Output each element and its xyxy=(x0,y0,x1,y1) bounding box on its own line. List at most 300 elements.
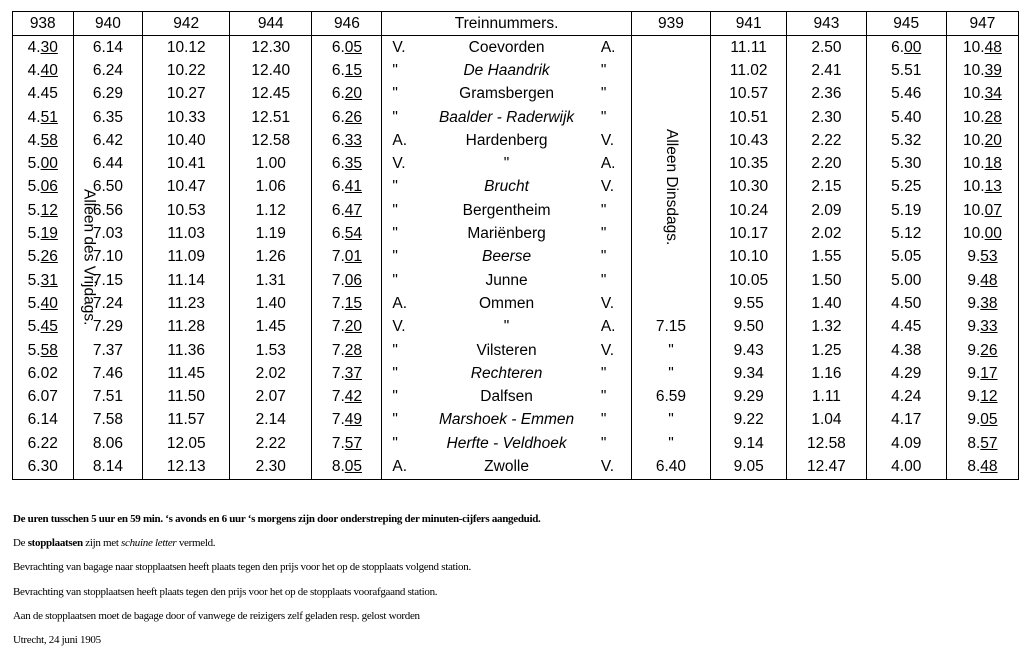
time-t941: 9.50 xyxy=(711,316,787,339)
arr-dep-left: " xyxy=(382,362,416,385)
time-t941: 10.05 xyxy=(711,269,787,292)
time-t944: 1.53 xyxy=(230,339,312,362)
time-t947 xyxy=(946,455,1018,479)
time-t941: 9.05 xyxy=(711,455,787,479)
time-minutes-underlined: 31 xyxy=(40,271,58,289)
table-row xyxy=(13,176,1019,199)
time-t943: 1.32 xyxy=(787,316,866,339)
time-minutes-underlined: 26 xyxy=(344,108,363,126)
time-t940: 8.14 xyxy=(73,455,143,479)
arr-dep-right: A. xyxy=(597,316,631,339)
time-hours: 9. xyxy=(967,364,981,382)
note-text: zijn met xyxy=(82,537,122,550)
time-t942: 11.09 xyxy=(143,246,230,269)
time-t944: 2.14 xyxy=(230,409,312,432)
time-t946 xyxy=(312,36,382,60)
time-hours: 5.30 xyxy=(891,155,922,173)
time-minutes-underlined: 05 xyxy=(344,38,363,56)
time-t947 xyxy=(946,222,1018,245)
train-number-946: 946 xyxy=(312,12,382,36)
time-hours: 4.24 xyxy=(891,388,922,406)
time-t940: 7.24 xyxy=(73,292,143,315)
time-minutes-underlined: 38 xyxy=(980,294,998,312)
time-t943: 2.15 xyxy=(787,176,866,199)
time-minutes-underlined: 58 xyxy=(40,341,58,359)
table-row xyxy=(13,222,1019,245)
time-t940: 7.10 xyxy=(73,246,143,269)
time-minutes-underlined: 19 xyxy=(40,225,58,243)
time-t939: 6.59 xyxy=(631,385,710,408)
time-minutes-underlined: 06 xyxy=(40,178,58,196)
arr-dep-left: " xyxy=(382,59,416,82)
table-row xyxy=(13,199,1019,222)
time-hours: 10. xyxy=(963,131,985,149)
arr-dep-left: " xyxy=(382,176,416,199)
table-row xyxy=(13,36,1019,60)
time-t938 xyxy=(13,362,74,385)
time-t938 xyxy=(13,36,74,60)
time-t938 xyxy=(13,432,74,455)
time-hours: 5.51 xyxy=(891,61,922,79)
table-row xyxy=(13,269,1019,292)
time-t944: 1.00 xyxy=(230,152,312,175)
time-hours: 4.09 xyxy=(891,434,922,452)
time-t943: 12.47 xyxy=(787,455,866,479)
table-row xyxy=(13,432,1019,455)
arr-dep-left: " xyxy=(382,199,416,222)
time-hours: 6.14 xyxy=(27,411,58,429)
header-row xyxy=(13,12,1019,36)
note-baggage-next: Bevrachting van bagage naar stopplaatsen heeft plaats tegen den prijs voor het op de stopplaats volgend station. xyxy=(13,561,471,574)
time-hours: 9. xyxy=(967,341,981,359)
time-t946 xyxy=(312,152,382,175)
time-hours: 4.00 xyxy=(891,457,922,475)
station-name: Coevorden xyxy=(468,38,545,56)
time-t946 xyxy=(312,409,382,432)
time-t940: 7.03 xyxy=(73,222,143,245)
time-t942: 11.57 xyxy=(143,409,230,432)
time-minutes-underlined: 26 xyxy=(40,248,58,266)
time-t940: 6.14 xyxy=(73,36,143,60)
table-row xyxy=(13,129,1019,152)
arr-dep-right: " xyxy=(597,59,631,82)
time-t941: 9.34 xyxy=(711,362,787,385)
time-t944: 12.40 xyxy=(230,59,312,82)
time-t938 xyxy=(13,199,74,222)
time-hours: 5. xyxy=(27,271,41,289)
time-t943: 1.04 xyxy=(787,409,866,432)
station-name: " xyxy=(503,155,510,173)
time-t945 xyxy=(866,129,946,152)
arr-dep-left: " xyxy=(382,246,416,269)
time-minutes-underlined: 13 xyxy=(984,178,1002,196)
station-name: Ommen xyxy=(479,294,535,312)
time-t938 xyxy=(13,83,74,106)
time-t944: 12.45 xyxy=(230,83,312,106)
time-minutes-underlined: 37 xyxy=(344,364,363,382)
station-name: " xyxy=(503,318,510,336)
time-minutes-underlined: 48 xyxy=(980,271,998,289)
time-hours: 6. xyxy=(331,178,345,196)
time-t941: 9.55 xyxy=(711,292,787,315)
time-hours: 9. xyxy=(967,318,981,336)
time-t938 xyxy=(13,59,74,82)
station-name: Bergentheim xyxy=(462,201,551,219)
time-t942: 11.45 xyxy=(143,362,230,385)
train-number-941: 941 xyxy=(711,12,787,36)
time-t942: 10.22 xyxy=(143,59,230,82)
time-t942: 11.50 xyxy=(143,385,230,408)
time-minutes-underlined: 53 xyxy=(980,248,998,266)
time-t942: 10.41 xyxy=(143,152,230,175)
time-t944: 1.19 xyxy=(230,222,312,245)
time-minutes-underlined: 01 xyxy=(344,248,363,266)
time-t939 xyxy=(631,129,710,152)
time-t945 xyxy=(866,362,946,385)
arr-dep-left: A. xyxy=(382,129,416,152)
train-number-943: 943 xyxy=(787,12,866,36)
time-t947 xyxy=(946,409,1018,432)
time-t941: 9.22 xyxy=(711,409,787,432)
note-tuesdays-only-text: Alleen Dinsdags. xyxy=(662,129,680,246)
time-t939 xyxy=(631,59,710,82)
time-minutes-underlined: 15 xyxy=(344,294,363,312)
time-t943: 1.40 xyxy=(787,292,866,315)
time-hours: 6. xyxy=(331,108,345,126)
timetable-body xyxy=(13,36,1019,480)
time-t946 xyxy=(312,362,382,385)
time-t946 xyxy=(312,106,382,129)
time-t943: 2.09 xyxy=(787,199,866,222)
time-t941: 10.10 xyxy=(711,246,787,269)
station-name: Baalder - Raderwijk xyxy=(438,108,575,126)
time-minutes-underlined: 28 xyxy=(344,341,363,359)
time-minutes-underlined: 47 xyxy=(344,201,363,219)
time-t939 xyxy=(631,269,710,292)
time-t938 xyxy=(13,106,74,129)
time-t945 xyxy=(866,222,946,245)
time-minutes-underlined: 18 xyxy=(984,155,1002,173)
time-t939 xyxy=(631,83,710,106)
time-hours: 7. xyxy=(331,434,345,452)
time-hours: 6.02 xyxy=(27,364,58,382)
time-t940: 6.24 xyxy=(73,59,143,82)
time-minutes-underlined: 48 xyxy=(984,38,1002,56)
time-minutes-underlined: 34 xyxy=(984,85,1002,103)
time-hours: 4.29 xyxy=(891,364,922,382)
time-hours: 9. xyxy=(967,294,981,312)
time-minutes-underlined: 42 xyxy=(344,388,363,406)
time-hours: 5.40 xyxy=(891,108,922,126)
time-t941: 10.24 xyxy=(711,199,787,222)
time-hours: 6.22 xyxy=(27,434,58,452)
time-t939: " xyxy=(631,409,710,432)
time-minutes-underlined: 00 xyxy=(40,155,58,173)
station-name: Hardenberg xyxy=(465,131,548,149)
time-hours: 4. xyxy=(27,108,41,126)
time-t939 xyxy=(631,199,710,222)
time-t939 xyxy=(631,36,710,60)
time-minutes-underlined: 07 xyxy=(984,201,1002,219)
time-t947 xyxy=(946,432,1018,455)
arr-dep-left: V. xyxy=(382,316,416,339)
arr-dep-right: V. xyxy=(597,176,631,199)
time-t945 xyxy=(866,152,946,175)
time-hours: 10. xyxy=(963,201,985,219)
time-t940: 7.15 xyxy=(73,269,143,292)
time-t938 xyxy=(13,269,74,292)
time-minutes-underlined: 49 xyxy=(344,411,363,429)
train-number-945: 945 xyxy=(866,12,946,36)
time-t939 xyxy=(631,222,710,245)
time-t943: 1.16 xyxy=(787,362,866,385)
time-t940: 7.46 xyxy=(73,362,143,385)
arr-dep-left: V. xyxy=(382,36,416,60)
time-minutes-underlined: 05 xyxy=(344,457,363,475)
station-name: Rechteren xyxy=(470,364,543,382)
time-hours: 5.05 xyxy=(891,248,922,266)
time-hours: 5. xyxy=(27,341,41,359)
time-t947 xyxy=(946,176,1018,199)
time-t941: 10.51 xyxy=(711,106,787,129)
time-minutes-underlined: 26 xyxy=(980,341,998,359)
time-hours: 5. xyxy=(27,318,41,336)
time-minutes-underlined: 20 xyxy=(344,85,363,103)
time-hours: 10. xyxy=(963,61,985,79)
time-t942: 11.03 xyxy=(143,222,230,245)
time-minutes-underlined: 51 xyxy=(40,108,58,126)
time-t940: 6.29 xyxy=(73,83,143,106)
time-t945 xyxy=(866,432,946,455)
time-t947 xyxy=(946,152,1018,175)
time-hours: 4.45 xyxy=(27,85,58,103)
time-hours: 4.50 xyxy=(891,294,922,312)
time-hours: 10. xyxy=(963,155,985,173)
time-hours: 7. xyxy=(331,364,345,382)
time-hours: 7. xyxy=(331,271,345,289)
time-hours: 5. xyxy=(27,248,41,266)
arr-dep-right: A. xyxy=(597,36,631,60)
time-t940: 7.51 xyxy=(73,385,143,408)
time-t943: 1.25 xyxy=(787,339,866,362)
time-hours: 9. xyxy=(967,411,981,429)
time-hours: 4.45 xyxy=(891,318,922,336)
time-t947 xyxy=(946,292,1018,315)
station-name: Marshoek - Emmen xyxy=(438,411,575,429)
time-minutes-underlined: 00 xyxy=(984,225,1002,243)
time-t941: 9.29 xyxy=(711,385,787,408)
time-t938 xyxy=(13,385,74,408)
time-hours: 5.19 xyxy=(891,201,922,219)
arr-dep-right: V. xyxy=(597,292,631,315)
time-t938 xyxy=(13,152,74,175)
time-t938 xyxy=(13,316,74,339)
time-hours: 5.12 xyxy=(891,225,922,243)
time-t946 xyxy=(312,269,382,292)
time-hours: 5.46 xyxy=(891,85,922,103)
station-name: Herfte - Veldhoek xyxy=(446,434,567,452)
time-hours: 7. xyxy=(331,318,345,336)
time-t938 xyxy=(13,129,74,152)
time-t947 xyxy=(946,106,1018,129)
arr-dep-left: A. xyxy=(382,292,416,315)
time-t938 xyxy=(13,339,74,362)
time-t941: 10.17 xyxy=(711,222,787,245)
arr-dep-left: " xyxy=(382,432,416,455)
arr-dep-right: " xyxy=(597,385,631,408)
time-t947 xyxy=(946,339,1018,362)
time-t945 xyxy=(866,455,946,479)
time-hours: 8. xyxy=(967,457,981,475)
time-minutes-underlined: 00 xyxy=(904,38,922,56)
time-t942: 12.05 xyxy=(143,432,230,455)
time-minutes-underlined: 57 xyxy=(344,434,363,452)
time-t943: 2.36 xyxy=(787,83,866,106)
time-minutes-underlined: 33 xyxy=(344,131,363,149)
time-t938 xyxy=(13,292,74,315)
arr-dep-right: " xyxy=(597,199,631,222)
time-t942: 10.12 xyxy=(143,36,230,60)
time-minutes-underlined: 39 xyxy=(984,61,1002,79)
time-minutes-underlined: 06 xyxy=(344,271,363,289)
arr-dep-right: " xyxy=(597,269,631,292)
time-t944: 1.06 xyxy=(230,176,312,199)
time-t945 xyxy=(866,246,946,269)
time-hours: 6.07 xyxy=(27,388,58,406)
time-t942: 12.13 xyxy=(143,455,230,479)
time-t946 xyxy=(312,129,382,152)
note-baggage-previous: Bevrachting van stopplaatsen heeft plaats tegen den prijs voor het op de stopplaats voorafgaand station. xyxy=(13,585,438,598)
time-t945 xyxy=(866,385,946,408)
time-t946 xyxy=(312,316,382,339)
time-hours: 10. xyxy=(963,108,985,126)
time-hours: 4. xyxy=(27,131,41,149)
station-name: Gramsbergen xyxy=(459,85,554,103)
time-hours: 10. xyxy=(963,225,985,243)
time-hours: 7. xyxy=(331,341,345,359)
time-t944: 2.30 xyxy=(230,455,312,479)
table-row xyxy=(13,339,1019,362)
time-hours: 5. xyxy=(27,155,41,173)
time-t947 xyxy=(946,129,1018,152)
time-t938 xyxy=(13,409,74,432)
arr-dep-left: " xyxy=(382,385,416,408)
time-t941: 9.14 xyxy=(711,432,787,455)
time-t939 xyxy=(631,246,710,269)
time-hours: 10. xyxy=(963,178,985,196)
time-t938 xyxy=(13,455,74,479)
time-minutes-underlined: 20 xyxy=(984,131,1002,149)
time-hours: 6. xyxy=(331,131,345,149)
time-t944: 1.40 xyxy=(230,292,312,315)
time-t940: 7.29 xyxy=(73,316,143,339)
time-t942: 11.23 xyxy=(143,292,230,315)
arr-dep-right: " xyxy=(597,362,631,385)
train-number-942: 942 xyxy=(143,12,230,36)
arr-dep-right: " xyxy=(597,83,631,106)
station-name: Zwolle xyxy=(416,455,597,479)
train-number-947: 947 xyxy=(946,12,1018,36)
time-t944: 2.22 xyxy=(230,432,312,455)
arr-dep-right: V. xyxy=(597,455,631,479)
time-t939: " xyxy=(631,432,710,455)
footnotes xyxy=(13,509,540,654)
time-t942: 10.53 xyxy=(143,199,230,222)
time-hours: 9. xyxy=(967,271,981,289)
time-t943: 1.55 xyxy=(787,246,866,269)
time-t942: 10.47 xyxy=(143,176,230,199)
arr-dep-right: " xyxy=(597,106,631,129)
time-minutes-underlined: 12 xyxy=(40,201,58,219)
time-t938 xyxy=(13,246,74,269)
time-minutes-underlined: 41 xyxy=(344,178,363,196)
time-t939 xyxy=(631,106,710,129)
station-name: Dalfsen xyxy=(480,388,533,406)
time-hours: 5. xyxy=(27,225,41,243)
time-t945 xyxy=(866,316,946,339)
time-t946 xyxy=(312,176,382,199)
time-t943: 2.41 xyxy=(787,59,866,82)
train-number-944: 944 xyxy=(230,12,312,36)
station-name: De Haandrik xyxy=(463,61,550,79)
note-text: vermeld. xyxy=(176,537,216,550)
time-hours: 4. xyxy=(27,61,41,79)
time-hours: 6.30 xyxy=(27,457,58,475)
time-t939: 6.40 xyxy=(631,455,710,479)
time-hours: 4. xyxy=(27,38,41,56)
time-minutes-underlined: 05 xyxy=(980,411,998,429)
time-t946 xyxy=(312,199,382,222)
time-minutes-underlined: 40 xyxy=(40,294,58,312)
time-t944: 12.30 xyxy=(230,36,312,60)
time-t940: 6.56 xyxy=(73,199,143,222)
time-t944: 12.51 xyxy=(230,106,312,129)
time-hours: 6. xyxy=(331,85,345,103)
arr-dep-left: A. xyxy=(382,455,416,479)
time-t947 xyxy=(946,199,1018,222)
time-t939 xyxy=(631,176,710,199)
time-t940: 6.35 xyxy=(73,106,143,129)
table-row xyxy=(13,106,1019,129)
time-t945 xyxy=(866,339,946,362)
train-number-938: 938 xyxy=(13,12,74,36)
time-t941: 11.11 xyxy=(711,36,787,60)
time-hours: 8. xyxy=(967,434,981,452)
time-t944: 1.31 xyxy=(230,269,312,292)
time-t943: 2.22 xyxy=(787,129,866,152)
time-t938 xyxy=(13,176,74,199)
time-t947 xyxy=(946,316,1018,339)
time-minutes-underlined: 57 xyxy=(980,434,998,452)
time-minutes-underlined: 17 xyxy=(980,364,998,382)
time-t947 xyxy=(946,246,1018,269)
time-t939: " xyxy=(631,362,710,385)
time-t946 xyxy=(312,339,382,362)
time-t943: 1.50 xyxy=(787,269,866,292)
time-t944: 12.58 xyxy=(230,129,312,152)
time-t945 xyxy=(866,269,946,292)
table-row xyxy=(13,292,1019,315)
time-t942: 11.28 xyxy=(143,316,230,339)
time-t945 xyxy=(866,199,946,222)
table-row xyxy=(13,316,1019,339)
time-t938 xyxy=(13,222,74,245)
time-minutes-underlined: 40 xyxy=(40,61,58,79)
time-t940: 7.37 xyxy=(73,339,143,362)
time-t941: 10.35 xyxy=(711,152,787,175)
time-minutes-underlined: 54 xyxy=(344,225,363,243)
train-number-939: 939 xyxy=(631,12,710,36)
